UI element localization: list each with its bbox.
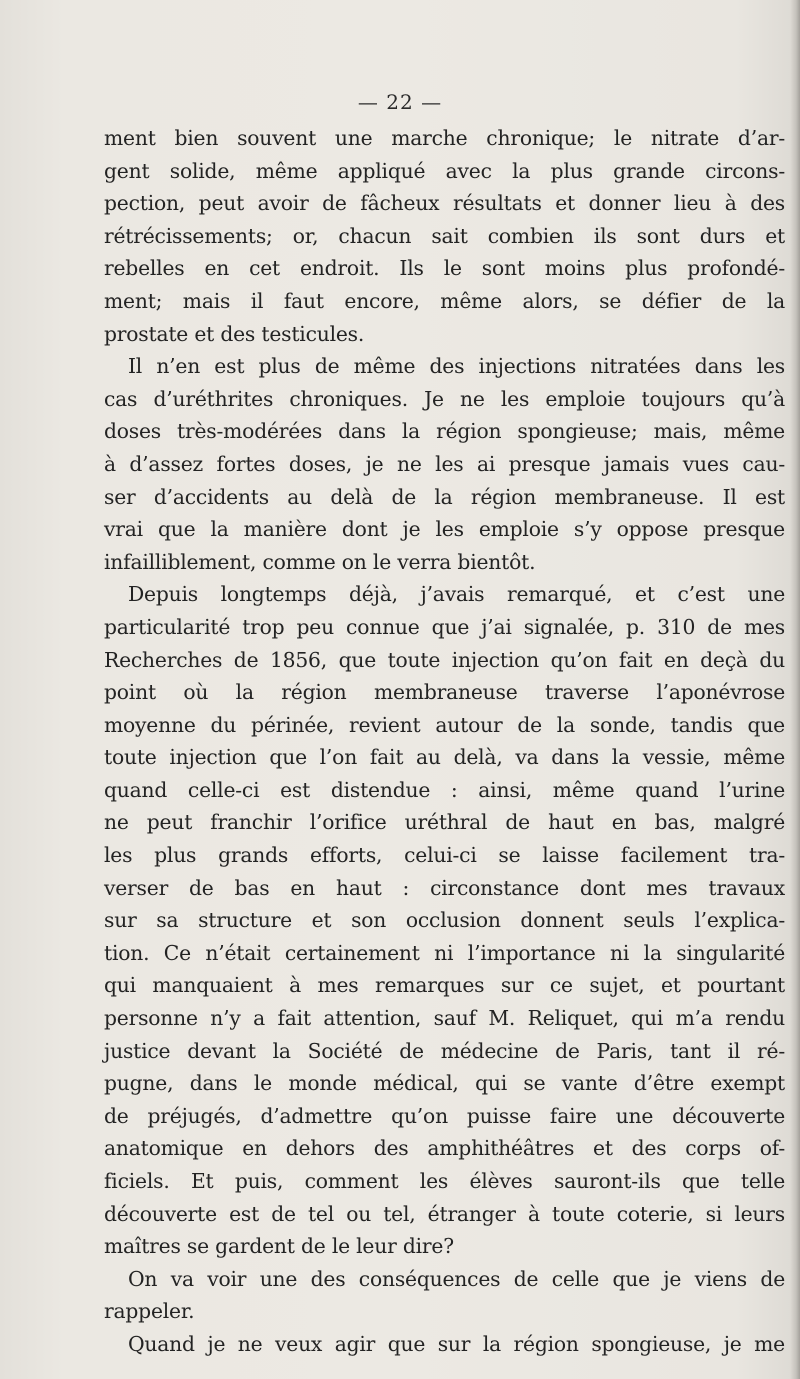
text-line: point où la région membraneuse traverse l’aponévrose bbox=[104, 680, 785, 705]
text-line: rappeler. bbox=[104, 1299, 195, 1324]
text-line: pection, peut avoir de fâcheux résultats et donner lieu à des bbox=[104, 191, 785, 216]
text-line: Recherches de 1856, que toute injection qu’on fait en deçà du bbox=[104, 647, 785, 672]
paragraph-start-line: Il n’en est plus de même des injections nitratées dans les bbox=[128, 354, 785, 379]
text-line: verser de bas en haut : circonstance dont mes travaux bbox=[104, 875, 785, 900]
text-line: les plus grands efforts, celui-ci se laisse facilement tra- bbox=[104, 843, 785, 868]
text-line: sur sa structure et son occlusion donnent seuls l’explica- bbox=[104, 908, 785, 933]
text-line: gent solide, même appliqué avec la plus grande circons- bbox=[104, 158, 785, 183]
text-line: ment; mais il faut encore, même alors, se défier de la bbox=[104, 288, 785, 313]
text-line: rétrécissements; or, chacun sait combien ils sont durs et bbox=[104, 223, 785, 248]
text-line: cas d’uréthrites chroniques. Je ne les emploie toujours qu’à bbox=[104, 386, 785, 411]
text-line: ser d’accidents au delà de la région membraneuse. Il est bbox=[104, 484, 785, 509]
text-line: quand celle-ci est distendue : ainsi, même quand l’urine bbox=[104, 777, 785, 802]
page-number: — 22 — bbox=[357, 90, 443, 114]
paragraph-start-line: Quand je ne veux agir que sur la région spongieuse, je me bbox=[128, 1331, 785, 1356]
text-line: personne n’y a fait attention, sauf M. Reliquet, qui m’a rendu bbox=[104, 1006, 785, 1031]
paragraph-start-line: Depuis longtemps déjà, j’avais remarqué, et c’est une bbox=[128, 582, 785, 607]
text-line: doses très-modérées dans la région spongieuse; mais, même bbox=[104, 419, 785, 444]
text-line: prostate et des testicules. bbox=[104, 321, 365, 346]
text-line: tion. Ce n’était certainement ni l’importance ni la singularité bbox=[104, 940, 785, 965]
body-text bbox=[104, 122, 785, 1361]
text-line: ne peut franchir l’orifice uréthral de haut en bas, malgré bbox=[104, 810, 785, 835]
text-line: moyenne du périnée, revient autour de la sonde, tandis que bbox=[104, 712, 785, 737]
text-line: anatomique en dehors des amphithéâtres et des corps of- bbox=[104, 1136, 785, 1161]
text-line: découverte est de tel ou tel, étranger à toute coterie, si leurs bbox=[104, 1201, 785, 1226]
text-line: justice devant la Société de médecine de Paris, tant il ré- bbox=[104, 1038, 785, 1063]
text-line: toute injection que l’on fait au delà, va dans la vessie, même bbox=[104, 745, 785, 770]
paragraph-start-line: On va voir une des conséquences de celle que je viens de bbox=[128, 1266, 785, 1291]
text-line: rebelles en cet endroit. Ils le sont moins plus profondé- bbox=[104, 256, 785, 281]
text-line: ficiels. Et puis, comment les élèves sauront-ils que telle bbox=[104, 1169, 785, 1193]
text-line: infailliblement, comme on le verra bientôt. bbox=[104, 549, 536, 574]
text-line: pugne, dans le monde médical, qui se vante d’être exempt bbox=[104, 1071, 785, 1096]
text-line: vrai que la manière dont je les emploie s’y oppose presque bbox=[104, 517, 785, 542]
text-line: maîtres se gardent de le leur dire? bbox=[104, 1234, 454, 1259]
text-line: à d’assez fortes doses, je ne les ai presque jamais vues cau- bbox=[104, 451, 785, 476]
text-line: qui manquaient à mes remarques sur ce sujet, et pourtant bbox=[104, 973, 785, 998]
text-line: ment bien souvent une marche chronique; le nitrate d’ar- bbox=[104, 126, 785, 150]
text-line: de préjugés, d’admettre qu’on puisse faire une découverte bbox=[104, 1103, 785, 1128]
page-edge-shadow bbox=[790, 0, 800, 1379]
text-line: particularité trop peu connue que j’ai signalée, p. 310 de mes bbox=[104, 614, 785, 639]
